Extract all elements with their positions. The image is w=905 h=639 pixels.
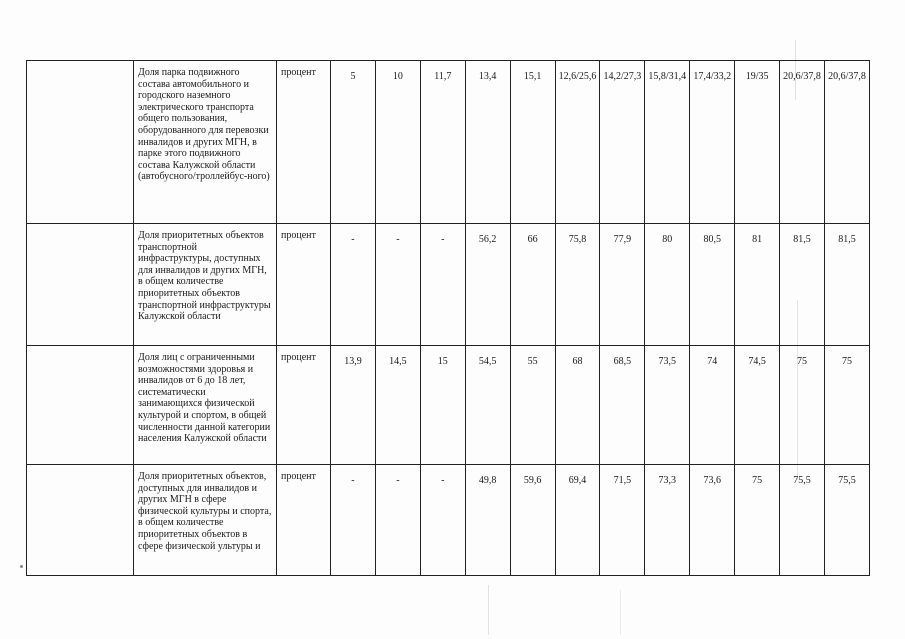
indicator-name: Доля лиц с ограниченными возможностями здоровья и инвалидов от 6 до 18 лет, систематически занимающихся физической культурой и спортом, в общей численности данной категории населения Калужской области bbox=[134, 346, 277, 465]
value-cell: 5 bbox=[331, 61, 376, 224]
value-cell: 15,8/31,4 bbox=[645, 61, 690, 224]
value-cell: 10 bbox=[375, 61, 420, 224]
value-cell: - bbox=[331, 224, 376, 346]
unit-cell: процент bbox=[277, 465, 331, 576]
indicators-table bbox=[26, 60, 870, 576]
value-cell: 73,6 bbox=[690, 465, 735, 576]
value-cell: 80,5 bbox=[690, 224, 735, 346]
value-cell: 75,5 bbox=[780, 465, 825, 576]
value-cell: 68 bbox=[555, 346, 600, 465]
table-row bbox=[27, 224, 870, 346]
value-cell: 59,6 bbox=[510, 465, 555, 576]
scan-mark bbox=[488, 585, 489, 635]
value-cell: 66 bbox=[510, 224, 555, 346]
value-cell: 75 bbox=[824, 346, 869, 465]
value-cell: 80 bbox=[645, 224, 690, 346]
empty-cell bbox=[27, 346, 134, 465]
value-cell: 68,5 bbox=[600, 346, 645, 465]
value-cell: 74,5 bbox=[735, 346, 780, 465]
value-cell: 11,7 bbox=[420, 61, 465, 224]
value-cell: 74 bbox=[690, 346, 735, 465]
value-cell: 14,5 bbox=[375, 346, 420, 465]
value-cell: - bbox=[420, 465, 465, 576]
table-row bbox=[27, 61, 870, 224]
table-row bbox=[27, 465, 870, 576]
value-cell: 81,5 bbox=[824, 224, 869, 346]
value-cell: - bbox=[331, 465, 376, 576]
value-cell: 56,2 bbox=[465, 224, 510, 346]
value-cell: 15,1 bbox=[510, 61, 555, 224]
empty-cell bbox=[27, 224, 134, 346]
value-cell: 75 bbox=[780, 346, 825, 465]
value-cell: 55 bbox=[510, 346, 555, 465]
value-cell: 54,5 bbox=[465, 346, 510, 465]
value-cell: - bbox=[420, 224, 465, 346]
empty-cell bbox=[27, 61, 134, 224]
empty-cell bbox=[27, 465, 134, 576]
value-cell: 14,2/27,3 bbox=[600, 61, 645, 224]
value-cell: 73,5 bbox=[645, 346, 690, 465]
indicator-name: Доля приоритетных объектов транспортной инфраструктуры, доступных для инвалидов и других МГН, в общем количестве приоритетных объектов транспортной инфраструктуры Калужской области bbox=[134, 224, 277, 346]
value-cell: 69,4 bbox=[555, 465, 600, 576]
value-cell: 12,6/25,6 bbox=[555, 61, 600, 224]
value-cell: 13,9 bbox=[331, 346, 376, 465]
unit-cell: процент bbox=[277, 224, 331, 346]
value-cell: 75 bbox=[735, 465, 780, 576]
value-cell: 75,5 bbox=[824, 465, 869, 576]
value-cell: - bbox=[375, 465, 420, 576]
value-cell: 49,8 bbox=[465, 465, 510, 576]
scan-mark bbox=[20, 565, 23, 568]
value-cell: 81,5 bbox=[780, 224, 825, 346]
value-cell: 75,8 bbox=[555, 224, 600, 346]
value-cell: 20,6/37,8 bbox=[824, 61, 869, 224]
value-cell: 73,3 bbox=[645, 465, 690, 576]
value-cell: 17,4/33,2 bbox=[690, 61, 735, 224]
value-cell: 77,9 bbox=[600, 224, 645, 346]
value-cell: - bbox=[375, 224, 420, 346]
value-cell: 20,6/37,8 bbox=[780, 61, 825, 224]
unit-cell: процент bbox=[277, 346, 331, 465]
value-cell: 81 bbox=[735, 224, 780, 346]
value-cell: 19/35 bbox=[735, 61, 780, 224]
value-cell: 13,4 bbox=[465, 61, 510, 224]
value-cell: 15 bbox=[420, 346, 465, 465]
indicator-name: Доля приоритетных объектов, доступных для инвалидов и других МГН в сфере физической культуры и спорта, в общем количестве приоритетных объектов в сфере физической ультуры и bbox=[134, 465, 277, 576]
scan-mark bbox=[620, 590, 621, 635]
indicator-name: Доля парка подвижного состава автомобильного и городского наземного электрического транспорта общего пользования, оборудованного для перевозки инвалидов и других МГН, в парке этого подвижного состава Калужской области (автобусного/троллейбус-ного) bbox=[134, 61, 277, 224]
value-cell: 71,5 bbox=[600, 465, 645, 576]
table-row bbox=[27, 346, 870, 465]
unit-cell: процент bbox=[277, 61, 331, 224]
